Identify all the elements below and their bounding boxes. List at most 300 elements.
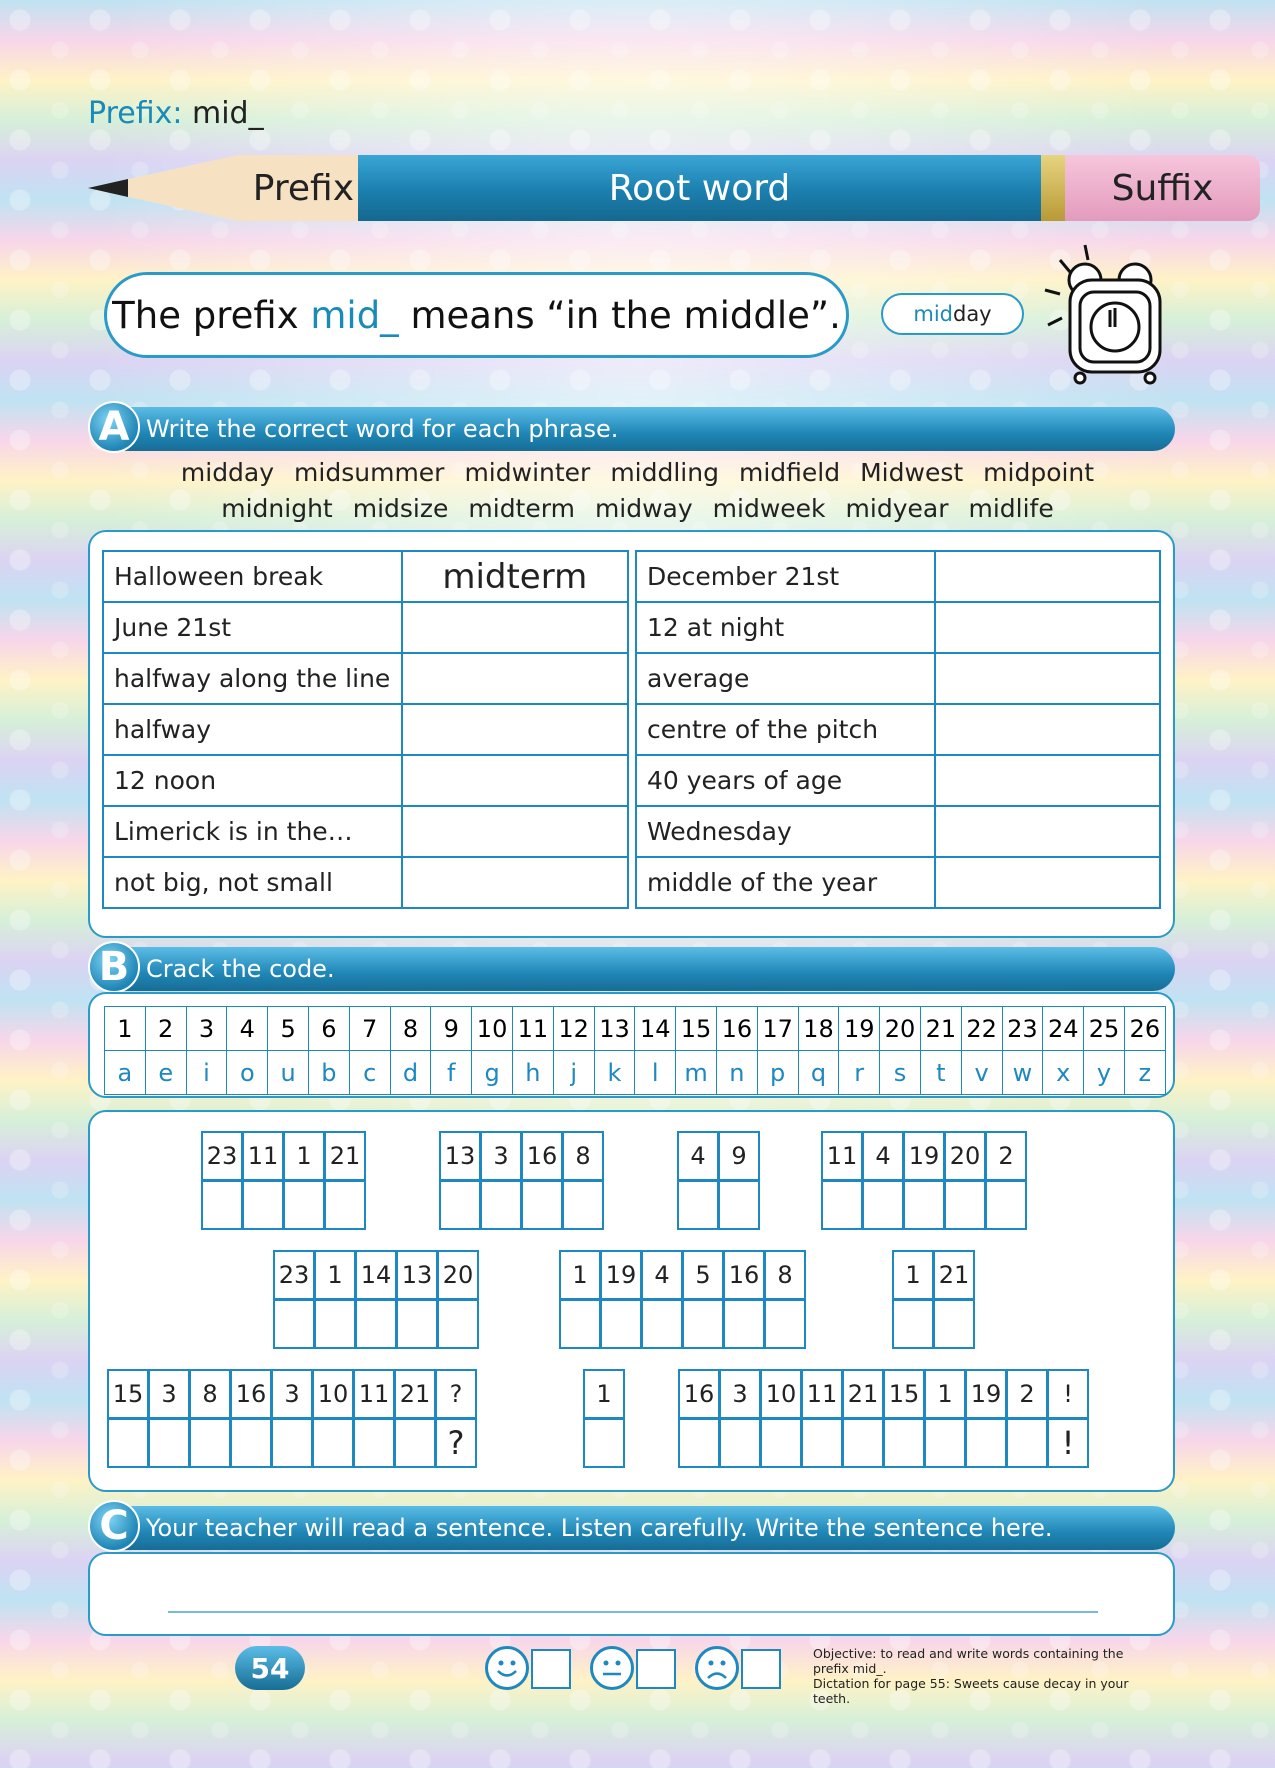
puzzle-code-cell: 10	[312, 1369, 354, 1419]
wordbank-word: midlife	[968, 494, 1054, 523]
puzzle-code-cell: ?	[435, 1369, 477, 1419]
puzzle-code-cell: 11	[353, 1369, 395, 1419]
puzzle-column	[108, 1370, 149, 1468]
wordbank-row-1	[0, 458, 1275, 487]
code-number-cell: 12	[553, 1007, 594, 1051]
code-number-cell: 4	[227, 1007, 268, 1051]
code-letter-cell: q	[798, 1051, 839, 1095]
page-title	[88, 96, 264, 131]
puzzle-answer-cell[interactable]	[718, 1180, 760, 1230]
answer-cell[interactable]	[402, 704, 628, 755]
code-number-row	[105, 1007, 1166, 1051]
section-c-header	[90, 1503, 1175, 1550]
code-letter-cell: t	[920, 1051, 961, 1095]
puzzle-code-cell: 21	[324, 1131, 366, 1181]
answer-cell[interactable]	[402, 602, 628, 653]
answer-cell[interactable]	[935, 857, 1160, 908]
puzzle-column	[904, 1132, 945, 1230]
table-row	[103, 551, 628, 602]
puzzle-column	[822, 1132, 863, 1230]
puzzle-answer-cell[interactable]	[883, 1418, 925, 1468]
puzzle-column	[1048, 1370, 1089, 1468]
code-letter-cell: v	[961, 1051, 1002, 1095]
code-puzzle-word	[584, 1370, 625, 1468]
wordbank-word: midweek	[712, 494, 826, 523]
puzzle-column	[724, 1251, 765, 1349]
puzzle-answer-cell[interactable]	[353, 1418, 395, 1468]
puzzle-code-cell: 23	[273, 1250, 315, 1300]
puzzle-code-cell: 21	[394, 1369, 436, 1419]
table-row	[636, 857, 1160, 908]
puzzle-column	[719, 1132, 760, 1230]
puzzle-column	[315, 1251, 356, 1349]
puzzle-column	[354, 1370, 395, 1468]
wordbank-word: midday	[180, 458, 275, 487]
puzzle-code-cell: 23	[201, 1131, 243, 1181]
puzzle-code-cell: 4	[862, 1131, 904, 1181]
pencil-band	[1041, 155, 1065, 221]
puzzle-answer-cell[interactable]	[437, 1299, 479, 1349]
puzzle-answer-cell[interactable]	[842, 1418, 884, 1468]
answer-cell[interactable]	[402, 857, 628, 908]
table-row	[103, 755, 628, 806]
puzzle-column	[601, 1251, 642, 1349]
puzzle-column	[560, 1251, 601, 1349]
puzzle-code-cell: 13	[396, 1250, 438, 1300]
puzzle-answer-cell[interactable]	[801, 1418, 843, 1468]
table-row	[636, 602, 1160, 653]
puzzle-answer-cell[interactable]	[201, 1180, 243, 1230]
section-a-panel	[88, 530, 1175, 938]
puzzle-code-cell: 9	[718, 1131, 760, 1181]
puzzle-answer-cell[interactable]	[583, 1418, 625, 1468]
code-number-cell: 22	[961, 1007, 1002, 1051]
code-letter-cell: y	[1084, 1051, 1125, 1095]
puzzle-code-cell: 2	[1006, 1369, 1048, 1419]
answer-cell[interactable]	[935, 806, 1160, 857]
puzzle-column	[678, 1132, 719, 1230]
code-letter-cell: p	[757, 1051, 798, 1095]
code-letter-cell: k	[594, 1051, 635, 1095]
wordbank-word: midsize	[352, 494, 449, 523]
table-row	[103, 602, 628, 653]
answer-cell[interactable]	[935, 602, 1160, 653]
pencil-graphic	[88, 155, 1214, 221]
puzzle-column	[925, 1370, 966, 1468]
code-letter-cell: u	[268, 1051, 309, 1095]
title-label: Prefix:	[88, 96, 183, 131]
table-row	[636, 806, 1160, 857]
puzzle-code-cell: 16	[230, 1369, 272, 1419]
dictation-line: Dictation for page 55: Sweets cause decay in your teeth.	[813, 1676, 1129, 1706]
code-key-table	[104, 1006, 1166, 1095]
banner-text-post: means “in the middle”.	[398, 293, 841, 337]
code-number-cell: 26	[1124, 1007, 1165, 1051]
wordbank-word: midfield	[738, 458, 841, 487]
code-letter-cell: n	[716, 1051, 757, 1095]
puzzle-code-cell: 1	[283, 1131, 325, 1181]
objective-line: Objective: to read and write words containing the prefix mid_.	[813, 1646, 1124, 1676]
puzzle-answer-cell[interactable]: ?	[435, 1418, 477, 1468]
puzzle-answer-cell[interactable]	[562, 1180, 604, 1230]
code-letter-cell: f	[431, 1051, 472, 1095]
puzzle-answer-cell[interactable]	[273, 1299, 315, 1349]
code-number-cell: 8	[390, 1007, 431, 1051]
puzzle-code-cell: !	[1047, 1369, 1089, 1419]
code-puzzle-word	[108, 1370, 477, 1468]
code-number-cell: 16	[716, 1007, 757, 1051]
title-value: mid_	[192, 96, 264, 131]
puzzle-answer-cell[interactable]	[271, 1418, 313, 1468]
phrase-cell: June 21st	[103, 602, 402, 653]
puzzle-column	[893, 1251, 934, 1349]
puzzle-column	[563, 1132, 604, 1230]
code-puzzle-word	[822, 1132, 1027, 1230]
code-letter-cell: c	[349, 1051, 390, 1095]
code-number-cell: 17	[757, 1007, 798, 1051]
puzzle-answer-cell[interactable]	[1006, 1418, 1048, 1468]
code-number-cell: 13	[594, 1007, 635, 1051]
neutral-face-icon	[590, 1646, 634, 1690]
puzzle-column	[149, 1370, 190, 1468]
code-letter-cell: x	[1043, 1051, 1084, 1095]
section-c-instruction: Your teacher will read a sentence. Listen carefully. Write the sentence here.	[146, 1514, 1053, 1542]
puzzle-code-cell: 8	[189, 1369, 231, 1419]
code-letter-cell: l	[635, 1051, 676, 1095]
code-number-cell: 23	[1002, 1007, 1043, 1051]
puzzle-code-cell: 20	[437, 1250, 479, 1300]
phrase-cell: centre of the pitch	[636, 704, 935, 755]
puzzle-answer-cell[interactable]	[677, 1180, 719, 1230]
puzzle-answer-cell[interactable]	[439, 1180, 481, 1230]
code-number-cell: 3	[186, 1007, 227, 1051]
code-letter-cell: r	[839, 1051, 880, 1095]
puzzle-code-cell: 3	[480, 1131, 522, 1181]
code-letter-cell: o	[227, 1051, 268, 1095]
section-a-badge: A	[88, 401, 140, 453]
answer-cell[interactable]	[402, 755, 628, 806]
puzzle-answer-cell[interactable]	[480, 1180, 522, 1230]
puzzle-answer-cell[interactable]	[230, 1418, 272, 1468]
code-letter-cell: i	[186, 1051, 227, 1095]
puzzle-code-cell: 3	[271, 1369, 313, 1419]
puzzle-code-cell: 21	[842, 1369, 884, 1419]
puzzle-answer-cell[interactable]	[521, 1180, 563, 1230]
puzzle-code-cell: 4	[677, 1131, 719, 1181]
table-row	[636, 653, 1160, 704]
phrase-cell: 12 at night	[636, 602, 935, 653]
puzzle-code-cell: 11	[242, 1131, 284, 1181]
puzzle-answer-cell[interactable]	[242, 1180, 284, 1230]
section-a-header	[90, 404, 1175, 451]
wordbank-word: midwinter	[464, 458, 591, 487]
puzzle-code-cell: 1	[924, 1369, 966, 1419]
puzzle-column	[934, 1251, 975, 1349]
puzzle-column	[720, 1370, 761, 1468]
puzzle-answer-cell[interactable]	[355, 1299, 397, 1349]
wordbank-word: midnight	[221, 494, 333, 523]
puzzle-code-cell: 16	[723, 1250, 765, 1300]
puzzle-column	[243, 1132, 284, 1230]
puzzle-answer-cell[interactable]	[723, 1299, 765, 1349]
code-number-cell: 11	[512, 1007, 553, 1051]
code-letter-cell: g	[472, 1051, 513, 1095]
code-number-cell: 9	[431, 1007, 472, 1051]
phrase-cell: December 21st	[636, 551, 935, 602]
puzzle-code-cell: 16	[678, 1369, 720, 1419]
code-letter-cell: h	[512, 1051, 553, 1095]
code-number-cell: 19	[839, 1007, 880, 1051]
puzzle-answer-cell[interactable]	[682, 1299, 724, 1349]
puzzle-answer-cell[interactable]	[933, 1299, 975, 1349]
answer-cell[interactable]	[935, 653, 1160, 704]
phrase-cell: Wednesday	[636, 806, 935, 857]
code-key-panel	[88, 992, 1175, 1098]
puzzle-answer-cell[interactable]	[944, 1180, 986, 1230]
puzzle-answer-cell[interactable]	[760, 1418, 802, 1468]
code-letter-cell: a	[105, 1051, 146, 1095]
code-letter-cell: b	[308, 1051, 349, 1095]
wordbank-word: midpoint	[983, 458, 1095, 487]
banner-text-pre: The prefix	[112, 293, 311, 337]
puzzle-column	[284, 1132, 325, 1230]
left-phrase-table	[102, 550, 629, 909]
puzzle-answer-cell[interactable]	[324, 1180, 366, 1230]
puzzle-column	[683, 1251, 724, 1349]
puzzle-column	[272, 1370, 313, 1468]
answer-cell[interactable]	[935, 755, 1160, 806]
puzzle-code-cell: 11	[821, 1131, 863, 1181]
code-letter-row	[105, 1051, 1166, 1095]
code-letter-cell: s	[880, 1051, 921, 1095]
puzzle-column	[761, 1370, 802, 1468]
page-number: 54	[235, 1646, 305, 1690]
puzzle-code-cell: 19	[903, 1131, 945, 1181]
phrase-cell: Limerick is in the…	[103, 806, 402, 857]
code-letter-cell: j	[553, 1051, 594, 1095]
section-b-badge: B	[88, 941, 140, 993]
puzzle-answer-cell[interactable]	[903, 1180, 945, 1230]
puzzle-column	[765, 1251, 806, 1349]
puzzle-answer-cell[interactable]	[394, 1418, 436, 1468]
puzzle-code-cell: 15	[107, 1369, 149, 1419]
code-number-cell: 14	[635, 1007, 676, 1051]
puzzle-code-cell: 19	[965, 1369, 1007, 1419]
puzzle-code-cell: 4	[641, 1250, 683, 1300]
banner-highlight: mid_	[310, 293, 399, 337]
code-number-cell: 7	[349, 1007, 390, 1051]
puzzle-answer-cell[interactable]	[148, 1418, 190, 1468]
puzzle-code-cell: 1	[314, 1250, 356, 1300]
code-puzzle-word	[679, 1370, 1089, 1468]
puzzle-code-cell: 21	[933, 1250, 975, 1300]
example-rest: day	[952, 302, 992, 326]
puzzle-code-cell: 16	[521, 1131, 563, 1181]
section-b-instruction: Crack the code.	[146, 955, 335, 983]
puzzle-answer-cell[interactable]	[924, 1418, 966, 1468]
table-row	[636, 755, 1160, 806]
dictation-panel[interactable]	[88, 1552, 1175, 1636]
puzzle-column	[863, 1132, 904, 1230]
puzzle-column	[843, 1370, 884, 1468]
puzzle-code-cell: 1	[892, 1250, 934, 1300]
puzzle-column	[202, 1132, 243, 1230]
table-row	[636, 704, 1160, 755]
code-letter-cell: w	[1002, 1051, 1043, 1095]
puzzle-code-cell: 11	[801, 1369, 843, 1419]
puzzle-column	[395, 1370, 436, 1468]
code-number-cell: 5	[268, 1007, 309, 1051]
table-row	[103, 857, 628, 908]
wordbank-word: middling	[610, 458, 719, 487]
puzzle-column	[679, 1370, 720, 1468]
puzzle-column	[274, 1251, 315, 1349]
puzzle-answer-cell[interactable]	[821, 1180, 863, 1230]
puzzle-code-cell: 14	[355, 1250, 397, 1300]
puzzle-column	[190, 1370, 231, 1468]
puzzle-answer-cell[interactable]	[764, 1299, 806, 1349]
pencil-suffix: Suffix	[1065, 155, 1260, 221]
puzzle-answer-cell[interactable]	[892, 1299, 934, 1349]
puzzle-code-cell: 13	[439, 1131, 481, 1181]
puzzle-answer-cell[interactable]	[719, 1418, 761, 1468]
code-number-cell: 6	[308, 1007, 349, 1051]
code-number-cell: 21	[920, 1007, 961, 1051]
puzzle-code-cell: 15	[883, 1369, 925, 1419]
sad-checkbox[interactable]	[741, 1649, 781, 1689]
section-b-header	[90, 944, 1175, 991]
alarm-clock-icon	[1040, 240, 1170, 390]
code-letter-cell: d	[390, 1051, 431, 1095]
puzzle-code-cell: 1	[583, 1369, 625, 1419]
example-word	[881, 293, 1024, 335]
wordbank-row-2	[0, 494, 1275, 523]
phrase-cell: average	[636, 653, 935, 704]
puzzle-column	[231, 1370, 272, 1468]
code-puzzle-word	[202, 1132, 366, 1230]
puzzle-column	[966, 1370, 1007, 1468]
puzzle-column	[522, 1132, 563, 1230]
phrase-cell: Halloween break	[103, 551, 402, 602]
section-c-badge: C	[88, 1500, 140, 1552]
puzzle-code-cell: 19	[600, 1250, 642, 1300]
puzzle-answer-cell[interactable]: !	[1047, 1418, 1089, 1468]
table-row	[103, 806, 628, 857]
code-puzzle-word	[440, 1132, 604, 1230]
puzzle-answer-cell[interactable]	[600, 1299, 642, 1349]
puzzle-answer-cell[interactable]	[862, 1180, 904, 1230]
definition-banner	[104, 272, 849, 358]
example-hl: mid	[913, 302, 953, 326]
pencil-prefix: Prefix	[252, 167, 354, 209]
phrase-cell: halfway	[103, 704, 402, 755]
puzzle-answer-cell[interactable]	[189, 1418, 231, 1468]
phrase-cell: 12 noon	[103, 755, 402, 806]
answer-cell[interactable]	[935, 551, 1160, 602]
answer-cell[interactable]: midterm	[402, 551, 628, 602]
puzzle-column	[397, 1251, 438, 1349]
wordbank-word: midsummer	[294, 458, 445, 487]
puzzle-column	[1007, 1370, 1048, 1468]
phrase-cell: 40 years of age	[636, 755, 935, 806]
code-number-cell: 24	[1043, 1007, 1084, 1051]
puzzle-code-cell: 8	[764, 1250, 806, 1300]
puzzle-code-cell: 1	[559, 1250, 601, 1300]
writing-line[interactable]	[168, 1611, 1098, 1613]
objective-text	[813, 1646, 1143, 1706]
code-puzzle-word	[678, 1132, 760, 1230]
code-number-cell: 2	[145, 1007, 186, 1051]
puzzle-column	[884, 1370, 925, 1468]
puzzle-column	[436, 1370, 477, 1468]
table-row	[103, 653, 628, 704]
answer-cell[interactable]	[402, 806, 628, 857]
puzzle-answer-cell[interactable]	[396, 1299, 438, 1349]
code-number-cell: 25	[1084, 1007, 1125, 1051]
table-row	[103, 704, 628, 755]
puzzle-column	[440, 1132, 481, 1230]
table-row	[636, 551, 1160, 602]
happy-checkbox[interactable]	[531, 1649, 571, 1689]
answer-cell[interactable]	[402, 653, 628, 704]
puzzle-column	[986, 1132, 1027, 1230]
puzzle-column	[945, 1132, 986, 1230]
puzzle-column	[642, 1251, 683, 1349]
puzzle-answer-cell[interactable]	[314, 1299, 356, 1349]
phrase-cell: middle of the year	[636, 857, 935, 908]
code-number-cell: 10	[472, 1007, 513, 1051]
puzzle-answer-cell[interactable]	[985, 1180, 1027, 1230]
answer-cell[interactable]	[935, 704, 1160, 755]
code-letter-cell: m	[676, 1051, 717, 1095]
puzzle-answer-cell[interactable]	[283, 1180, 325, 1230]
neutral-checkbox[interactable]	[636, 1649, 676, 1689]
puzzle-code-cell: 8	[562, 1131, 604, 1181]
wordbank-word: midyear	[845, 494, 949, 523]
puzzle-code-cell: 3	[719, 1369, 761, 1419]
puzzle-column	[325, 1132, 366, 1230]
puzzle-answer-cell[interactable]	[107, 1418, 149, 1468]
puzzle-answer-cell[interactable]	[312, 1418, 354, 1468]
code-number-cell: 18	[798, 1007, 839, 1051]
puzzle-column	[438, 1251, 479, 1349]
code-letter-cell: e	[145, 1051, 186, 1095]
code-puzzle-word	[274, 1251, 479, 1349]
puzzle-answer-cell[interactable]	[678, 1418, 720, 1468]
puzzle-column	[356, 1251, 397, 1349]
puzzle-code-cell: 2	[985, 1131, 1027, 1181]
code-number-cell: 20	[880, 1007, 921, 1051]
code-number-cell: 15	[676, 1007, 717, 1051]
happy-face-icon	[485, 1646, 529, 1690]
puzzle-answer-cell[interactable]	[559, 1299, 601, 1349]
phrase-cell: halfway along the line	[103, 653, 402, 704]
puzzle-column	[481, 1132, 522, 1230]
pencil-root: Root word	[358, 155, 1041, 221]
puzzle-answer-cell[interactable]	[965, 1418, 1007, 1468]
puzzle-answer-cell[interactable]	[641, 1299, 683, 1349]
code-letter-cell: z	[1124, 1051, 1165, 1095]
puzzle-code-cell: 10	[760, 1369, 802, 1419]
puzzle-column	[802, 1370, 843, 1468]
puzzle-column	[584, 1370, 625, 1468]
code-puzzle-word	[893, 1251, 975, 1349]
right-phrase-table	[635, 550, 1161, 909]
code-number-cell: 1	[105, 1007, 146, 1051]
section-a-instruction: Write the correct word for each phrase.	[146, 415, 619, 443]
phrase-cell: not big, not small	[103, 857, 402, 908]
puzzle-code-cell: 5	[682, 1250, 724, 1300]
